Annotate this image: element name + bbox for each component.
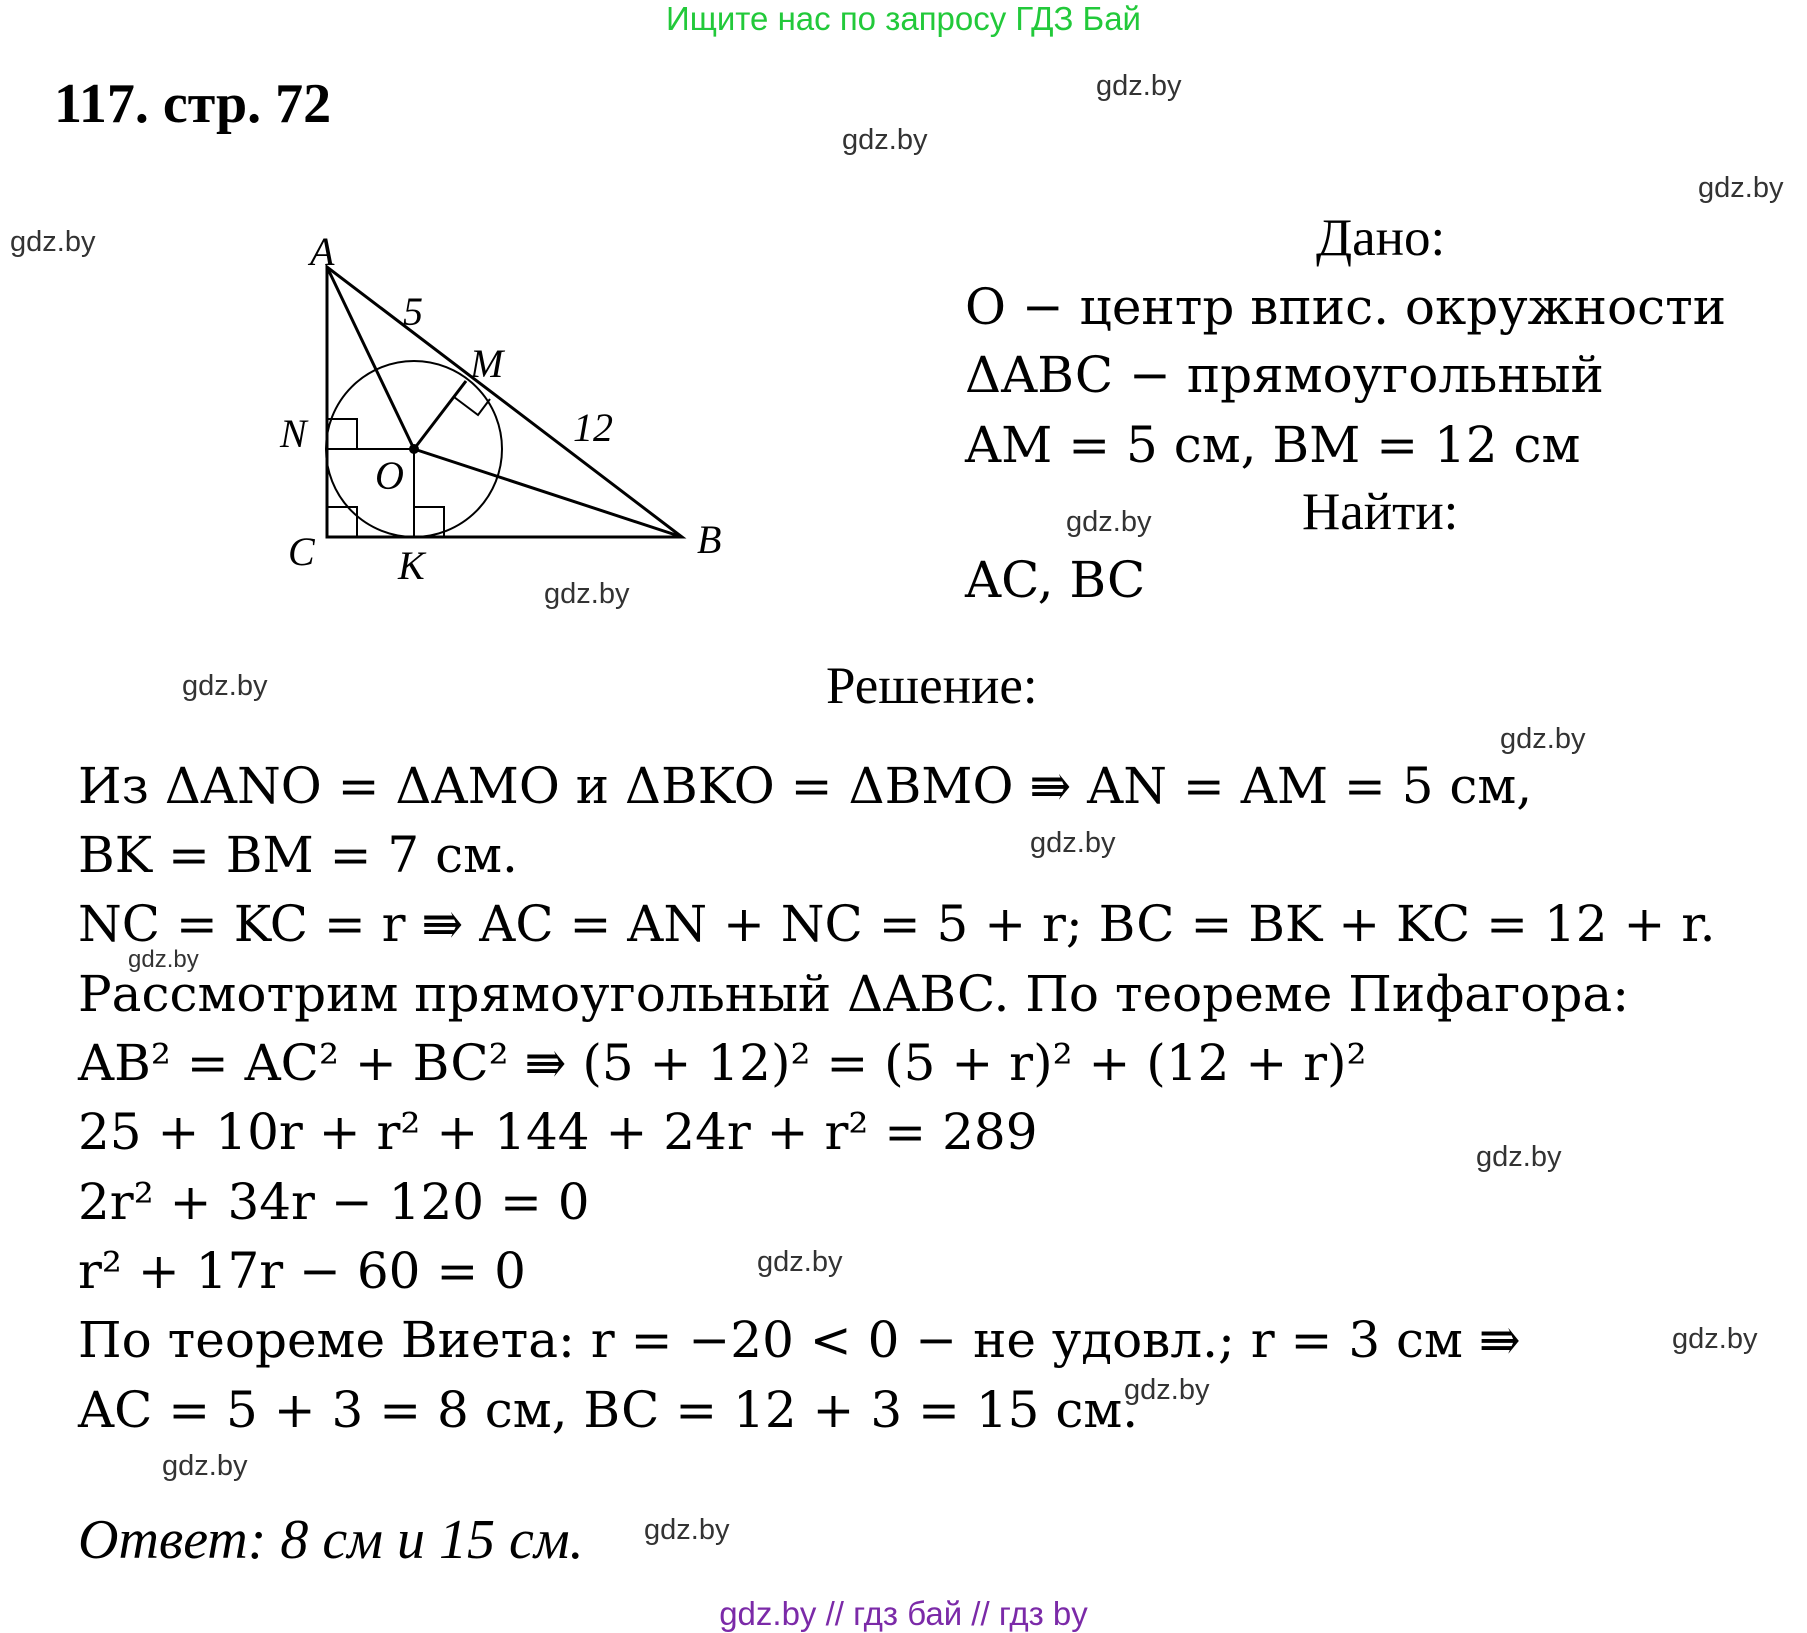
watermark: gdz.by <box>544 578 630 610</box>
solution-line: Из ΔANO = ΔAMO и ΔBKO = ΔBMO ⇛ AN = AM = 5 см, <box>78 757 1533 815</box>
label-n: N <box>280 411 307 456</box>
right-angle-m <box>454 397 490 415</box>
watermark: gdz.by <box>1672 1323 1758 1355</box>
solution-line: 25 + 10r + r² + 144 + 24r + r² = 289 <box>78 1103 1038 1161</box>
watermark: gdz.by <box>128 946 199 973</box>
watermark: gdz.by <box>1124 1374 1210 1406</box>
label-m: M <box>470 341 504 386</box>
watermark: gdz.by <box>182 670 268 702</box>
segment-ob <box>414 449 682 537</box>
watermark: gdz.by <box>1476 1141 1562 1173</box>
given-line: AM = 5 см, BM = 12 см <box>965 416 1581 474</box>
find-heading: Найти: <box>1302 483 1459 541</box>
watermark: gdz.by <box>162 1450 248 1482</box>
given-heading: Дано: <box>1316 209 1446 267</box>
center-point-o <box>409 444 419 454</box>
label-k: K <box>398 543 425 588</box>
solution-line: NC = KC = r ⇛ AC = AN + NC = 5 + r; BC = BK + KC = 12 + r. <box>78 895 1716 953</box>
watermark: gdz.by <box>1500 723 1586 755</box>
solution-line: BK = BM = 7 см. <box>78 826 518 884</box>
watermark: gdz.by <box>1698 172 1784 204</box>
solution-line: r² + 17r − 60 = 0 <box>78 1242 526 1300</box>
label-side-bm: 12 <box>573 405 613 450</box>
right-angle-n <box>327 419 357 449</box>
watermark: gdz.by <box>1096 70 1182 102</box>
watermark: gdz.by <box>757 1246 843 1278</box>
solution-line: 2r² + 34r − 120 = 0 <box>78 1173 590 1231</box>
solution-line: Рассмотрим прямоугольный ΔABC. По теореме Пифагора: <box>78 965 1630 1023</box>
given-line: ΔABC − прямоугольный <box>965 346 1604 404</box>
find-text: AC, BC <box>965 551 1146 609</box>
footer: gdz.by // гдз бай // гдз by <box>719 1595 1088 1632</box>
watermark: gdz.by <box>644 1514 730 1546</box>
top-banner: Ищите нас по запросу ГДЗ Бай <box>666 0 1141 37</box>
watermark: gdz.by <box>1030 827 1116 859</box>
solution-heading: Решение: <box>826 657 1038 715</box>
solution-line: AC = 5 + 3 = 8 см, BC = 12 + 3 = 15 см. <box>78 1381 1139 1439</box>
label-o: O <box>375 453 404 498</box>
triangle-figure <box>270 225 740 595</box>
solution-line: По теореме Виета: r = −20 < 0 − не удовл.; r = 3 см ⇛ <box>78 1311 1521 1369</box>
segment-om <box>414 381 466 449</box>
watermark: gdz.by <box>1066 506 1152 538</box>
segment-ao <box>327 267 414 449</box>
page-title: 117. стр. 72 <box>54 73 332 135</box>
answer: Ответ: 8 см и 15 см. <box>78 1509 584 1571</box>
watermark: gdz.by <box>10 226 96 258</box>
given-line: O − центр впис. окружности <box>965 278 1727 336</box>
solution-line: AB² = AC² + BC² ⇛ (5 + 12)² = (5 + r)² + (12 + r)² <box>78 1034 1367 1092</box>
label-a: A <box>310 229 335 274</box>
label-side-am: 5 <box>403 289 423 334</box>
watermark: gdz.by <box>842 124 928 156</box>
label-c: C <box>288 529 315 574</box>
label-b: B <box>697 517 722 562</box>
